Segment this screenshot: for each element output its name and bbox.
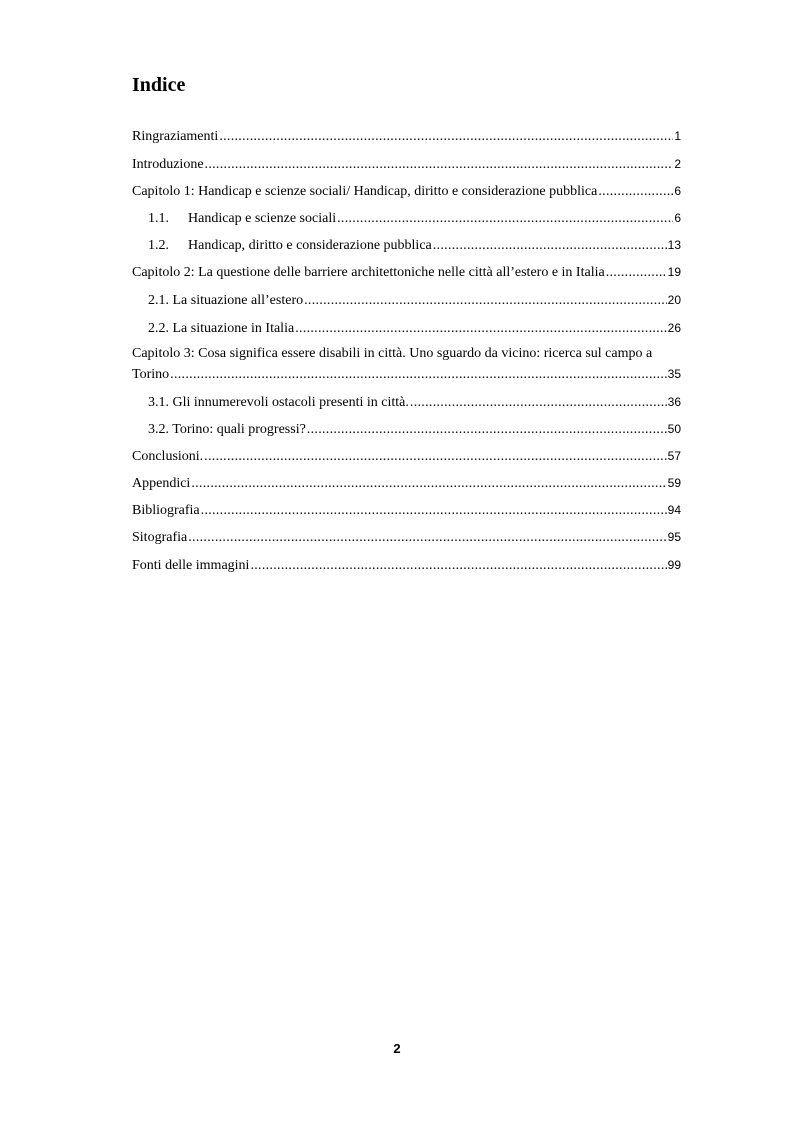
toc-entry-label: 3.1. Gli innumerevoli ostacoli presenti in città. xyxy=(148,395,409,410)
toc-leader-dots xyxy=(606,264,667,282)
toc-entry-conclusioni[interactable] xyxy=(132,447,681,466)
toc-leader-dots xyxy=(191,475,666,493)
toc-heading: Indice xyxy=(132,74,186,96)
toc-entry-capitolo-2[interactable] xyxy=(132,263,681,282)
toc-entry-3-1[interactable] xyxy=(148,393,681,412)
toc-page-number: 57 xyxy=(667,449,681,463)
toc-leader-dots xyxy=(204,448,666,466)
toc-entry-label: Sitografia xyxy=(132,530,188,545)
toc-leader-dots xyxy=(170,366,667,384)
toc-section-number: 1.2. xyxy=(148,238,169,253)
toc-entry-2-1[interactable] xyxy=(148,291,681,310)
toc-entry-label: Appendici xyxy=(132,476,191,491)
toc-leader-dots xyxy=(205,156,674,174)
toc-page-number: 95 xyxy=(667,530,681,544)
toc-page-number: 59 xyxy=(667,476,681,490)
toc-entry-sitografia[interactable] xyxy=(132,528,681,547)
toc-leader-dots xyxy=(433,237,667,255)
toc-leader-dots xyxy=(410,394,667,412)
toc-page-number: 6 xyxy=(674,211,681,225)
toc-entry-appendici[interactable] xyxy=(132,474,681,493)
toc-entry-label: Capitolo 1: Handicap e scienze sociali/ Handicap, diritto e considerazione pubblica xyxy=(132,184,598,199)
toc-leader-dots xyxy=(295,320,666,338)
toc-entry-capitolo-3-line1[interactable]: Capitolo 3: Cosa significa essere disabili in città. Uno sguardo da vicino: ricerca sul campo a xyxy=(132,346,653,361)
toc-entry-label: Introduzione xyxy=(132,157,204,172)
toc-page-number: 94 xyxy=(667,503,681,517)
toc-page-number: 13 xyxy=(667,238,681,252)
toc-leader-dots xyxy=(598,183,673,201)
toc-entry-1-1[interactable] xyxy=(148,209,681,228)
toc-entry-label: 2.2. La situazione in Italia xyxy=(148,321,295,336)
toc-entry-label: Torino xyxy=(132,367,170,382)
toc-leader-dots xyxy=(337,210,673,228)
toc-page-number: 36 xyxy=(667,395,681,409)
toc-entry-capitolo-1[interactable] xyxy=(132,182,681,201)
toc-leader-dots xyxy=(219,128,673,146)
toc-entry-fonti-immagini[interactable] xyxy=(132,556,681,575)
toc-entry-label: Bibliografia xyxy=(132,503,200,518)
toc-page-number: 50 xyxy=(667,422,681,436)
toc-leader-dots xyxy=(307,421,667,439)
toc-page-number: 26 xyxy=(667,321,681,335)
toc-entry-label: Capitolo 2: La questione delle barriere architettoniche nelle città all’estero e in Italia xyxy=(132,265,605,280)
toc-entry-label: Handicap, diritto e considerazione pubblica xyxy=(188,238,432,253)
toc-entry-introduzione[interactable] xyxy=(132,155,681,174)
toc-entry-1-2[interactable] xyxy=(148,236,681,255)
toc-entry-label: Conclusioni. xyxy=(132,449,204,464)
toc-entry-2-2[interactable] xyxy=(148,319,681,338)
toc-page-number: 2 xyxy=(674,157,681,171)
toc-entry-bibliografia[interactable] xyxy=(132,501,681,520)
toc-leader-dots xyxy=(304,292,667,310)
toc-entry-label: Ringraziamenti xyxy=(132,129,219,144)
toc-leader-dots xyxy=(188,529,666,547)
toc-page-number: 35 xyxy=(667,367,681,381)
toc-leader-dots xyxy=(201,502,667,520)
toc-entry-label: Handicap e scienze sociali xyxy=(188,211,337,226)
toc-page-number: 99 xyxy=(667,558,681,572)
toc-page-number: 1 xyxy=(674,129,681,143)
toc-entry-capitolo-3[interactable] xyxy=(132,365,681,384)
toc-page-number: 20 xyxy=(667,293,681,307)
toc-entry-label: Fonti delle immagini xyxy=(132,558,250,573)
toc-page-number: 6 xyxy=(674,184,681,198)
toc-entry-ringraziamenti[interactable] xyxy=(132,127,681,146)
page-number-footer: 2 xyxy=(393,1041,401,1056)
toc-entry-label: 2.1. La situazione all’estero xyxy=(148,293,304,308)
toc-entry-3-2[interactable] xyxy=(148,420,681,439)
toc-leader-dots xyxy=(250,557,666,575)
toc-entry-label: 3.2. Torino: quali progressi? xyxy=(148,422,306,437)
toc-section-number: 1.1. xyxy=(148,211,169,226)
toc-page-number: 19 xyxy=(667,265,681,279)
